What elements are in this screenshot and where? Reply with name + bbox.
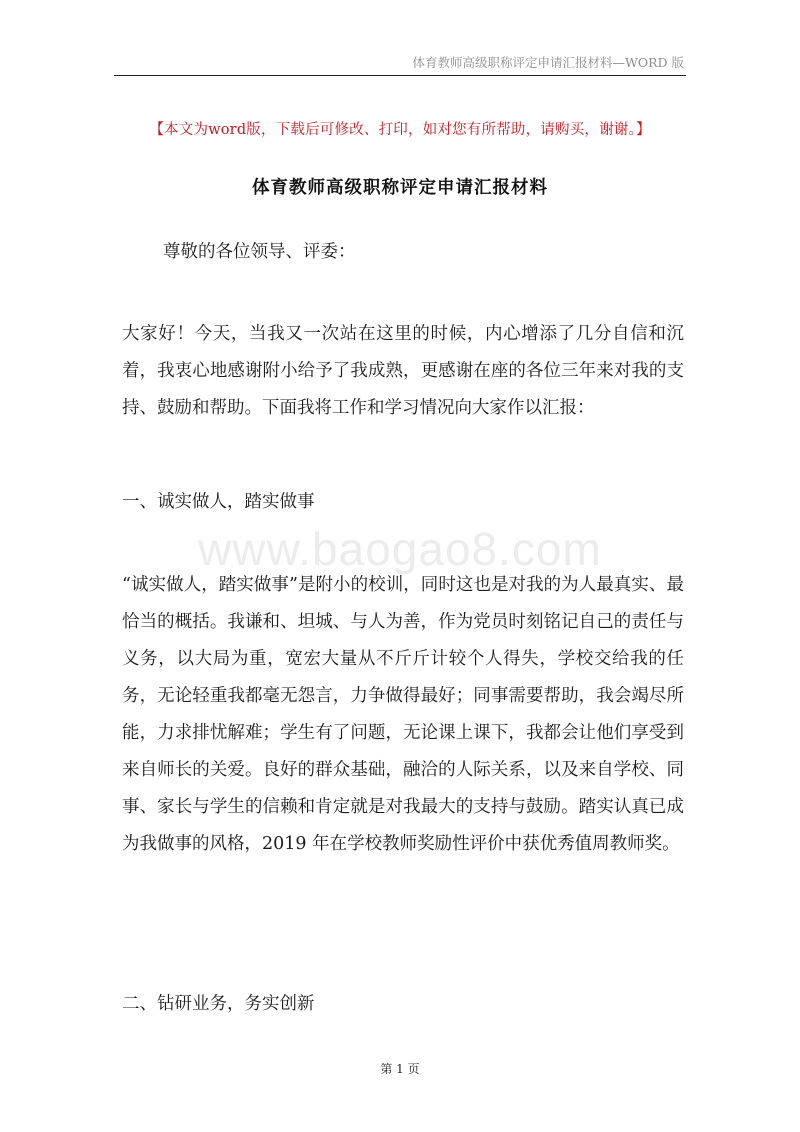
salutation: 尊敬的各位领导、评委： bbox=[163, 242, 356, 262]
page-number: 第 1 页 bbox=[380, 1062, 420, 1076]
section-heading-1: 一、诚实做人，踏实做事 bbox=[122, 492, 315, 512]
running-header: 体育教师高级职称评定申请汇报材料—WORD 版 bbox=[412, 55, 684, 70]
watermark: www.baogao8.com bbox=[198, 523, 602, 575]
document-title: 体育教师高级职称评定申请汇报材料 bbox=[252, 178, 548, 198]
header-divider bbox=[114, 75, 686, 76]
purchase-notice: 【本文为word版，下载后可修改、打印，如对您有所帮助，请购买，谢谢。】 bbox=[149, 122, 651, 138]
section-heading-2: 二、钻研业务，务实创新 bbox=[122, 994, 315, 1014]
intro-paragraph: 大家好！今天，当我又一次站在这里的时候，内心增添了几分自信和沉着，我衷心地感谢附小给予了我成熟，更感谢在座的各位三年来对我的支持、鼓励和帮助。下面我将工作和学习情况向大家作以汇报： bbox=[122, 324, 684, 418]
section1-paragraph: “诚实做人，踏实做事”是附小的校训，同时这也是对我的为人最真实、最恰当的概括。我谦和、坦城、与人为善，作为党员时刻铭记自己的责任与义务，以大局为重，宽宏大量从不斤斤计较个人得失，学校交给我的任务，无论轻重我都毫无怨言，力争做得最好；同事需要帮助，我会竭尽所能，力求排忧解难；学生有了问题，无论课上课下，我都会让他们享受到来自师长的关爱。良好的群众基础，融洽的人际关系，以及来自学校、同事、家长与学生的信赖和肯定就是对我最大的支持与鼓励。踏实认真已成为我做事的风格，2019 年在学校教师奖励性评价中获优秀值周教师奖。 bbox=[122, 575, 684, 854]
